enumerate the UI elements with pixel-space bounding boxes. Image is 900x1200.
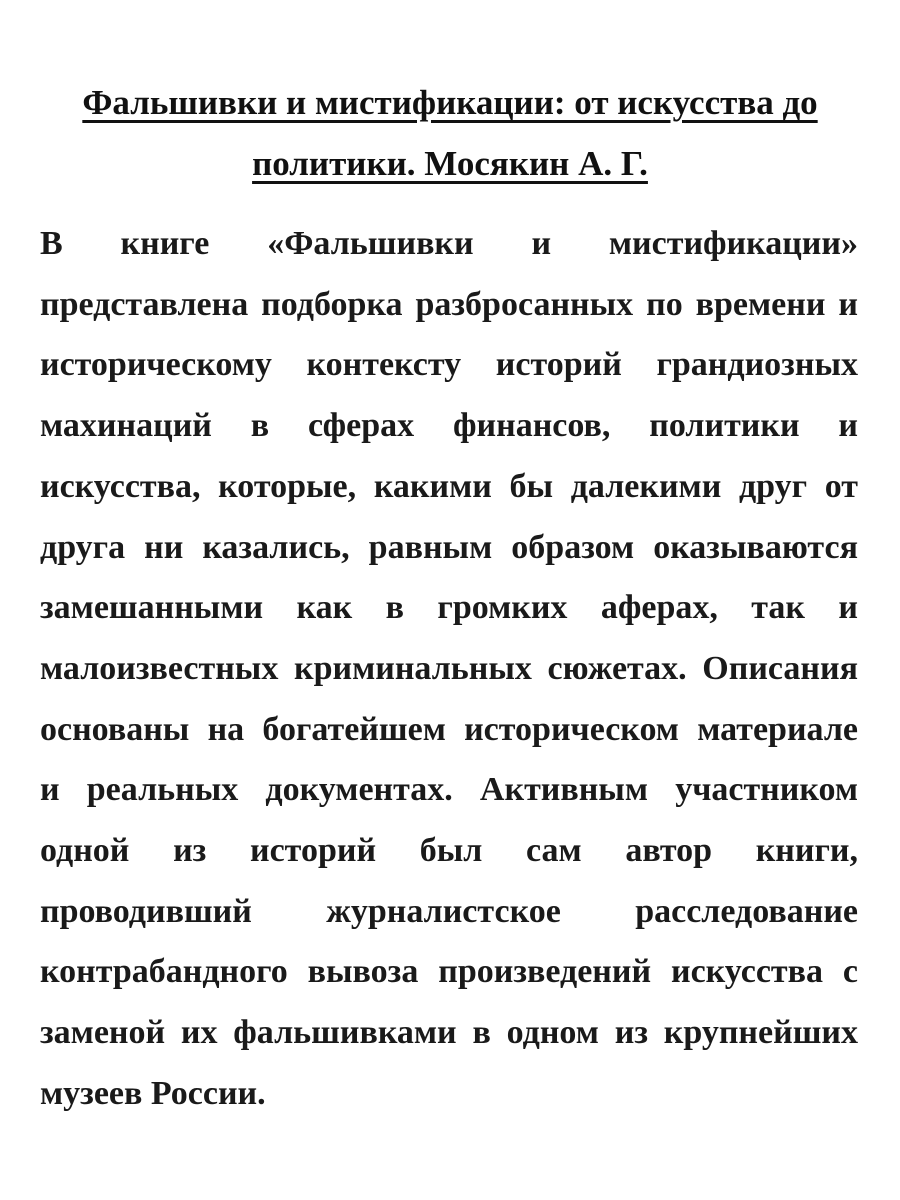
paragraph-line: замешанными как в громких аферах, так и: [40, 589, 858, 627]
paragraph-line: махинаций в сферах финансов, политики и: [40, 407, 858, 445]
title-line: политики. Мосякин А. Г.: [252, 144, 648, 183]
paragraph-line: искусства, которые, какими бы далекими друг от: [40, 467, 858, 505]
paragraph-line: контрабандного вывоза произведений искусства с: [40, 953, 858, 991]
document-title: [0, 72, 900, 194]
paragraph-line: одной из историй был сам автор книги,: [40, 832, 858, 870]
book-description: [40, 214, 858, 1125]
paragraph-line: малоизвестных криминальных сюжетах. Описания: [40, 649, 858, 687]
title-line: Фальшивки и мистификации: от искусства до: [82, 83, 818, 122]
paragraph-line: основаны на богатейшем историческом материале: [40, 710, 858, 748]
paragraph-line: и реальных документах. Активным участником: [40, 771, 858, 809]
paragraph-line: музеев России.: [40, 1074, 266, 1112]
paragraph-line: проводивший журналистское расследование: [40, 892, 858, 930]
paragraph-line: заменой их фальшивками в одном из крупнейших: [40, 1014, 858, 1052]
paragraph-line: представлена подборка разбросанных по времени и: [40, 285, 858, 323]
paragraph-line: друга ни казались, равным образом оказываются: [40, 528, 858, 566]
paragraph-line: В книге «Фальшивки и мистификации»: [40, 225, 858, 262]
paragraph-line: историческому контексту историй грандиозных: [40, 346, 858, 384]
